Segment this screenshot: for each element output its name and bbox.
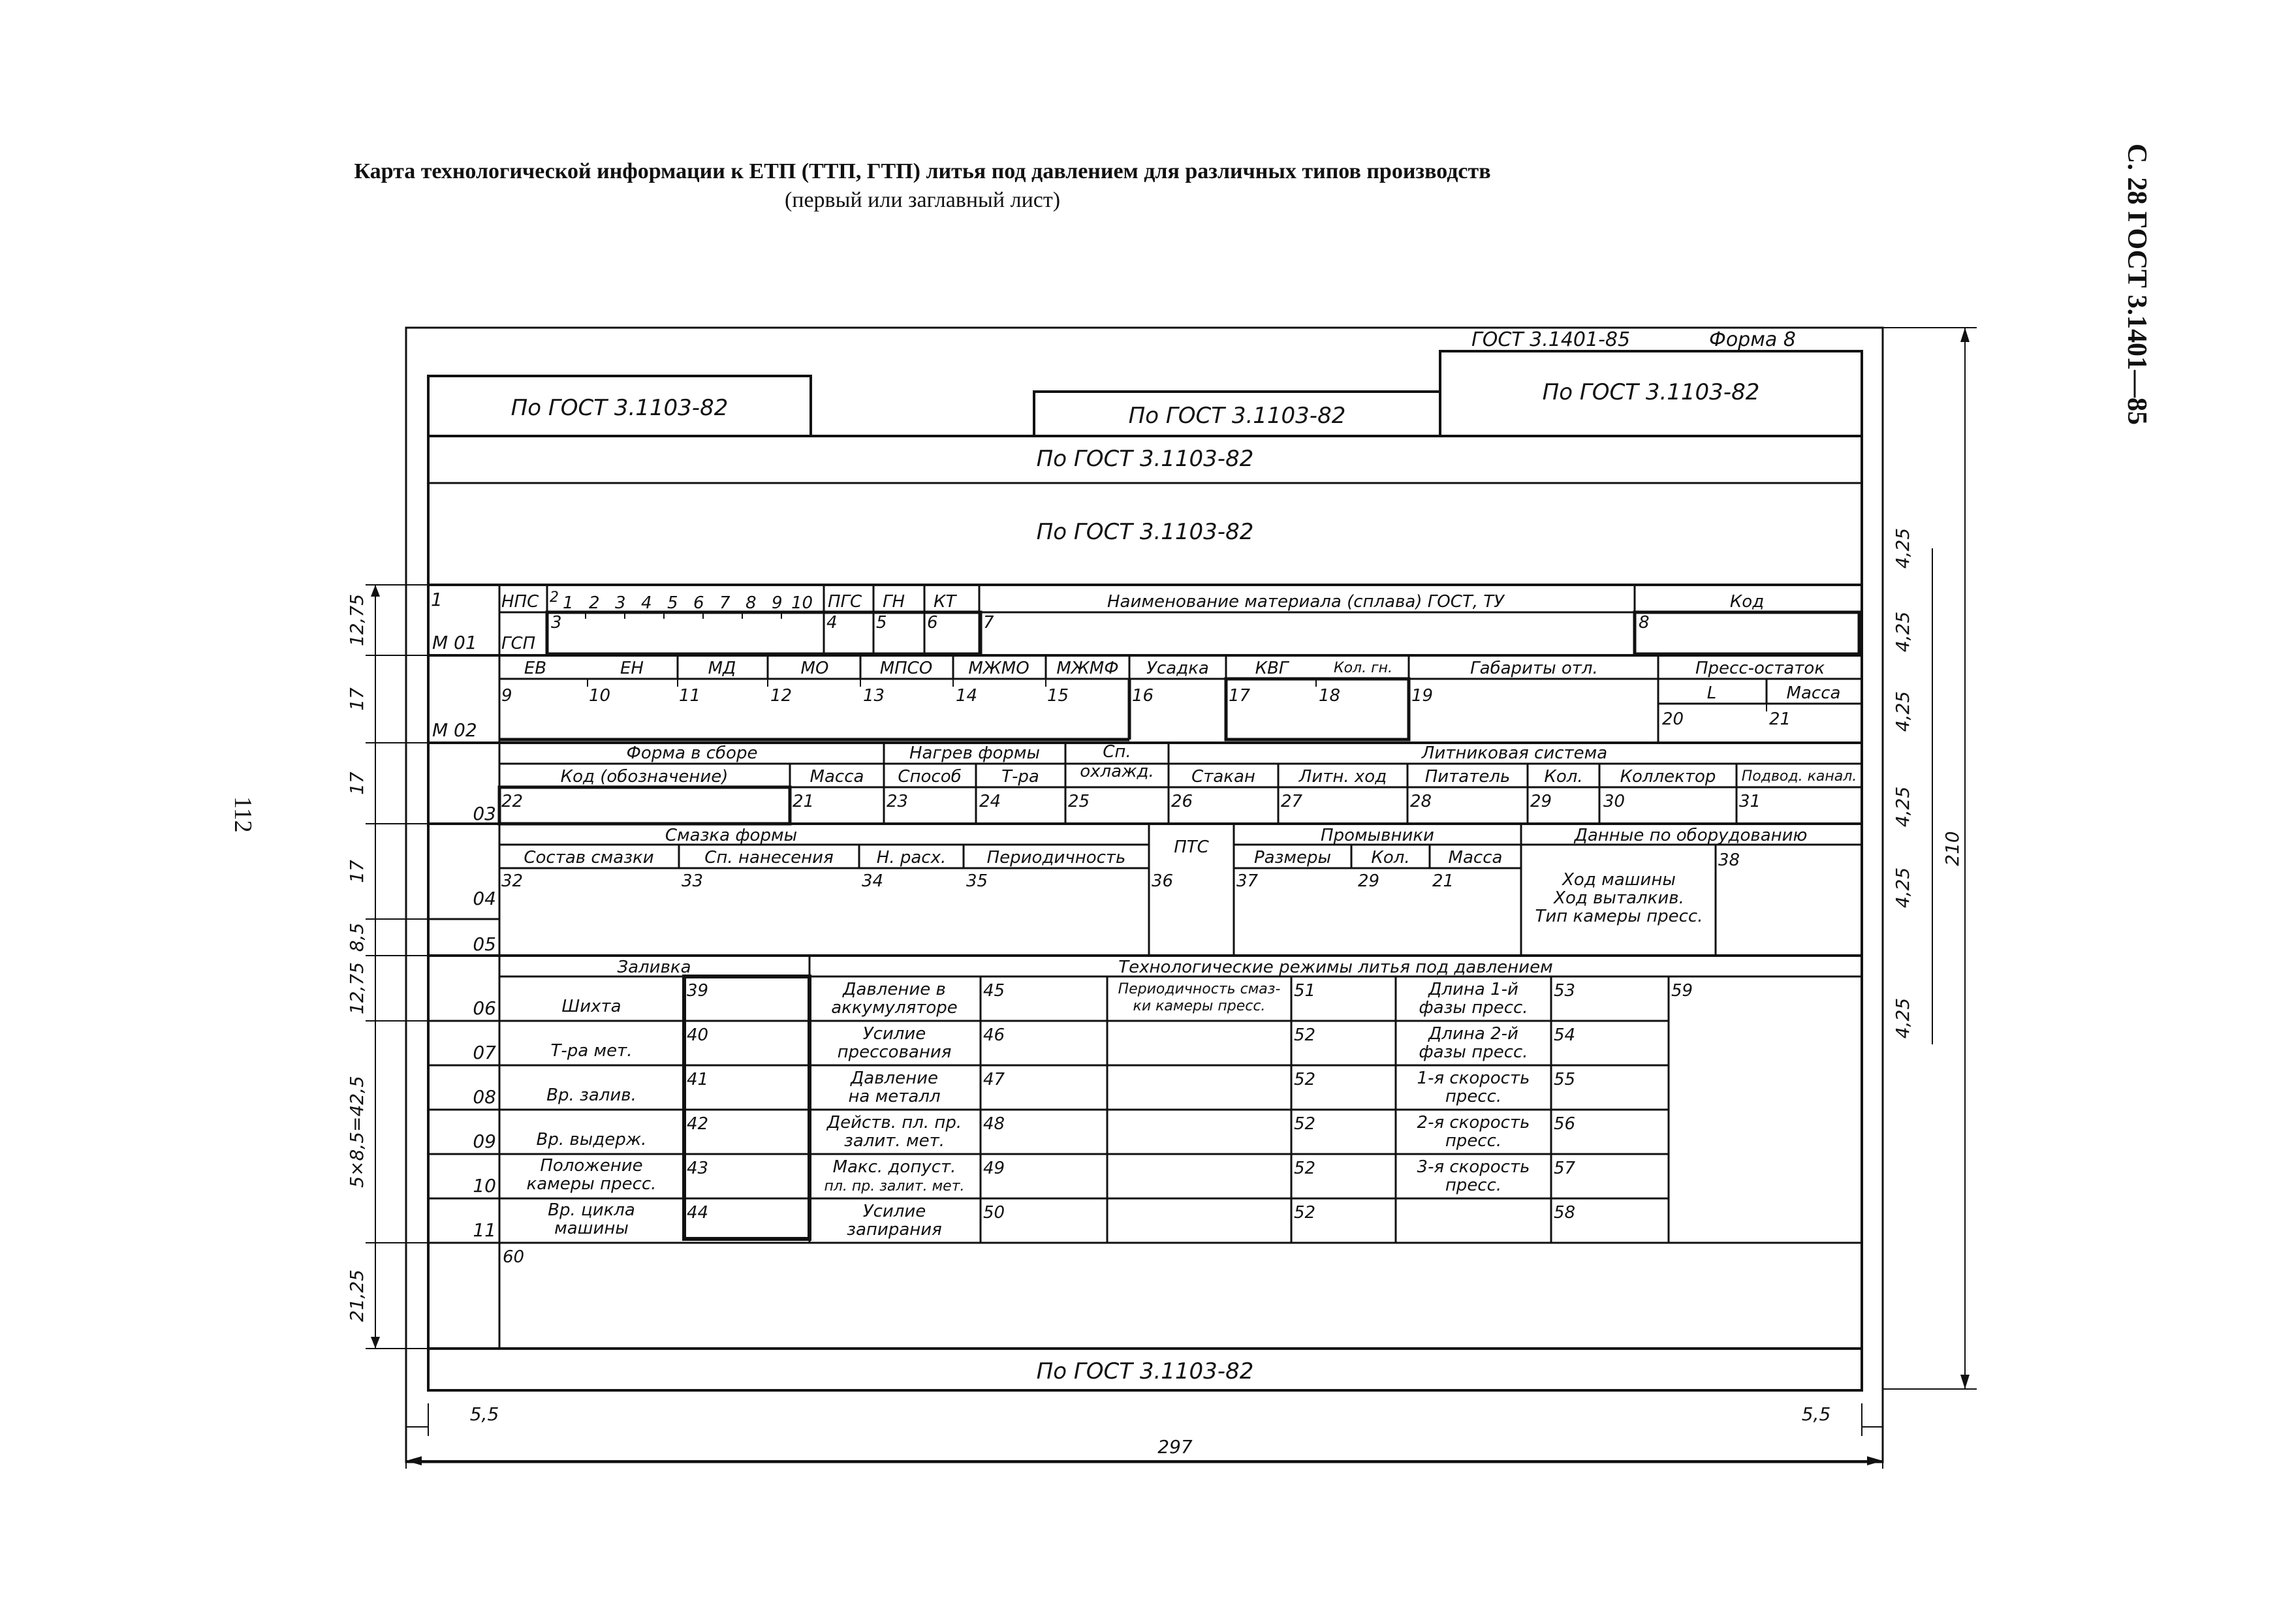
dim-right: 4,25 <box>1892 611 1913 653</box>
col2-text: Усилие <box>862 1024 926 1044</box>
m02-header: МПСО <box>879 659 933 678</box>
cell-num: 56 <box>1554 1114 1576 1134</box>
dim-right: 4,25 <box>1892 786 1913 828</box>
dim-left: 5×8,5=42,5 <box>346 1076 368 1188</box>
row-code-m01: М 01 <box>432 632 477 653</box>
cell-num: 41 <box>687 1070 709 1089</box>
cell-num: 40 <box>687 1025 709 1045</box>
razmery-label: Размеры <box>1253 848 1332 867</box>
row-code-09: 09 <box>473 1131 496 1152</box>
row-code-m02: М 02 <box>432 719 477 741</box>
stamp-ref-4: По ГОСТ 3.1103-82 <box>1036 446 1254 472</box>
col1-text: Вр. цикла <box>548 1200 635 1220</box>
promyv-label: Промывники <box>1321 826 1434 845</box>
form-number: Форма 8 <box>1709 328 1796 351</box>
cell-num-59: 59 <box>1671 981 1693 1001</box>
sposob-label: Способ <box>898 767 962 787</box>
form-header-texts <box>511 328 1796 1384</box>
dim-margin-left: 5,5 <box>469 1403 499 1425</box>
col3-text: ки камеры пресс. <box>1133 998 1266 1014</box>
m02-header: ЕН <box>620 659 644 678</box>
r04-texts <box>501 826 1807 926</box>
nagrev-label: Нагрев формы <box>909 743 1041 763</box>
col4-text: фазы пресс. <box>1419 1042 1528 1062</box>
m02-header: ЕВ <box>524 659 547 678</box>
col2-text: прессования <box>837 1042 952 1062</box>
m02-header: КВГ <box>1255 659 1289 678</box>
m01-texts <box>501 589 1764 653</box>
cell-num: 24 <box>979 792 1001 811</box>
cell-num: 46 <box>983 1025 1005 1045</box>
smazka-label: Смазка формы <box>665 826 798 845</box>
cell-num: 21 <box>1432 871 1454 891</box>
m02-header: Пресс-остаток <box>1695 659 1825 678</box>
dim-margin-right: 5,5 <box>1801 1403 1831 1425</box>
tra-label: Т-ра <box>1001 767 1039 787</box>
document-title: Карта технологической информации к ЕТП (ТТП, ГТП) литья под давлением для различных типов производств <box>354 159 1491 183</box>
digit-3: 3 <box>615 593 626 613</box>
dim-right: 4,25 <box>1892 527 1913 569</box>
digit-6: 6 <box>693 593 704 613</box>
col4-text: пресс. <box>1445 1176 1502 1195</box>
cell-num: 58 <box>1554 1203 1576 1223</box>
cell-num-7: 7 <box>983 613 994 632</box>
podvod-label: Подвод. канал. <box>1741 768 1857 785</box>
dim-right: 4,25 <box>1892 691 1913 732</box>
tip-kam-label: Тип камеры пресс. <box>1535 907 1703 926</box>
L-label: L <box>1706 683 1717 703</box>
stamp-ref-6: По ГОСТ 3.1103-82 <box>1036 1358 1254 1384</box>
gn-label: ГН <box>883 592 905 612</box>
gsp-label: ГСП <box>501 634 536 653</box>
hod-mash-label: Ход машины <box>1562 870 1676 890</box>
massa-label: Масса <box>1448 848 1503 867</box>
digit-2: 2 <box>589 593 600 613</box>
lit-sys-label: Литниковая система <box>1421 743 1608 763</box>
cell-num: 22 <box>501 792 524 811</box>
cell-num: 21 <box>793 792 815 811</box>
stakan-label: Стакан <box>1191 767 1255 787</box>
col4-text: пресс. <box>1445 1087 1502 1106</box>
cell-num: 29 <box>1358 871 1380 891</box>
cell-num-5: 5 <box>876 613 887 632</box>
cell-num: 13 <box>863 686 885 706</box>
dimension-lines <box>366 328 1977 1469</box>
row-codes <box>431 589 496 1241</box>
col2-text: Макс. допуст. <box>832 1157 956 1177</box>
lit-hod-label: Литн. ход <box>1298 767 1387 787</box>
dimension-arrows <box>371 328 1970 1465</box>
cell-num: 23 <box>887 792 909 811</box>
col4-text: 3-я скорость <box>1417 1157 1530 1177</box>
n-rash-label: Н. расх. <box>876 848 947 867</box>
cell-num: 52 <box>1294 1203 1316 1223</box>
cell-num: 55 <box>1554 1070 1576 1089</box>
dim-width: 297 <box>1157 1436 1193 1458</box>
row-code-08: 08 <box>473 1086 496 1108</box>
row-code-11: 11 <box>473 1219 496 1241</box>
cell-num: 33 <box>682 871 704 891</box>
stamp-ref-2: По ГОСТ 3.1103-82 <box>1128 403 1346 429</box>
col1-text: камеры пресс. <box>526 1174 657 1194</box>
document-subtitle: (первый или заглавный лист) <box>784 188 1061 212</box>
kol-label: Кол. <box>1544 767 1583 787</box>
cell-num: 36 <box>1152 871 1174 891</box>
digit-5: 5 <box>667 593 678 613</box>
cell-num: 20 <box>1662 710 1684 729</box>
cell-num: 28 <box>1410 792 1432 811</box>
cell-num: 52 <box>1294 1070 1316 1089</box>
dim-left: 12,75 <box>346 593 368 647</box>
cell-num-3: 3 <box>551 613 562 632</box>
cell-num: 34 <box>862 871 884 891</box>
stamp-ref-3: По ГОСТ 3.1103-82 <box>1542 379 1760 405</box>
nps-label: НПС <box>501 592 539 612</box>
dim-left: 8,5 <box>346 922 368 952</box>
row-code-06: 06 <box>473 997 496 1019</box>
cell-num: 10 <box>589 686 611 706</box>
dim-left: 12,75 <box>346 961 368 1015</box>
cell-num: 19 <box>1411 686 1434 706</box>
period-label: Периодичность <box>986 848 1126 867</box>
row-code-07: 07 <box>473 1042 496 1063</box>
cell-num: 26 <box>1171 792 1193 811</box>
kt-label: КТ <box>934 592 956 612</box>
cell-num: 47 <box>983 1070 1005 1089</box>
col2-text: Усилие <box>862 1202 926 1221</box>
sp-label: Сп. <box>1103 742 1131 762</box>
dim-left: 17 <box>346 772 368 795</box>
row-code-1: 1 <box>431 589 443 610</box>
cell-num: 54 <box>1554 1025 1576 1045</box>
cell-num: 27 <box>1281 792 1303 811</box>
cell-num: 12 <box>770 686 793 706</box>
page-reference: С. 28 ГОСТ 3.1401—85 <box>2122 144 2152 426</box>
cell-num: 17 <box>1229 686 1251 706</box>
form-standard: ГОСТ 3.1401-85 <box>1471 328 1631 351</box>
cell-num: 35 <box>966 871 988 891</box>
cell-num: 9 <box>501 686 512 706</box>
massa-label: Масса <box>809 767 864 787</box>
cell-num: 37 <box>1236 871 1259 891</box>
digit-10: 10 <box>791 593 813 613</box>
pgs-label: ПГС <box>828 592 862 612</box>
cell-num-2: 2 <box>550 589 559 606</box>
row-code-04: 04 <box>473 888 496 909</box>
dim-left: 17 <box>346 860 368 883</box>
m02-header: Усадка <box>1146 659 1209 678</box>
cell-num: 43 <box>687 1159 709 1178</box>
zalivka-label: Заливка <box>617 958 691 977</box>
digit-8: 8 <box>746 593 757 613</box>
cell-num: 38 <box>1718 851 1740 870</box>
cell-num: 14 <box>956 686 978 706</box>
massa-label: Масса <box>1786 683 1841 703</box>
col2-text: Действ. пл. пр. <box>826 1113 962 1132</box>
dim-left: 17 <box>346 687 368 711</box>
kol-label: Кол. <box>1371 848 1410 867</box>
hod-vyt-label: Ход выталкив. <box>1554 888 1684 908</box>
col4-text: 1-я скорость <box>1417 1069 1530 1088</box>
col1-text: Вр. залив. <box>546 1085 636 1105</box>
col1-text: Шихта <box>561 997 621 1016</box>
col2-text: пл. пр. залит. мет. <box>824 1178 965 1195</box>
material-label: Наименование материала (сплава) ГОСТ, ТУ <box>1107 592 1505 612</box>
ohlazhd-label: охлажд. <box>1080 762 1154 781</box>
col2-text: Давление в <box>843 980 946 999</box>
col4-text: Длина 2-й <box>1428 1024 1518 1044</box>
cell-num: 15 <box>1047 686 1069 706</box>
m02-header: Габариты отл. <box>1470 659 1598 678</box>
dim-height: 210 <box>1941 831 1963 866</box>
tech-label: Технологические режимы литья под давлением <box>1118 958 1553 977</box>
cell-num: 29 <box>1530 792 1552 811</box>
cell-num: 18 <box>1319 686 1341 706</box>
col4-text: пресс. <box>1445 1131 1502 1151</box>
col1-text: Положение <box>540 1156 643 1176</box>
kod-label: Код (обозначение) <box>560 767 729 787</box>
cell-num: 52 <box>1294 1159 1316 1178</box>
m02-texts <box>501 659 1840 729</box>
col2-text: аккумуляторе <box>831 998 958 1018</box>
col2-text: на металл <box>848 1087 941 1106</box>
kollektor-label: Коллектор <box>1620 767 1716 787</box>
col2-text: Давление <box>850 1069 939 1088</box>
dim-left: 21,25 <box>346 1269 368 1322</box>
m02-header: МЖМФ <box>1056 659 1119 678</box>
cell-num: 52 <box>1294 1114 1316 1134</box>
m02-header: МД <box>708 659 736 678</box>
cell-num: 44 <box>687 1203 709 1223</box>
r03-texts <box>501 742 1857 811</box>
row-code-10: 10 <box>473 1175 496 1196</box>
cell-num: 25 <box>1068 792 1090 811</box>
digit-7: 7 <box>719 593 731 613</box>
cell-num: 53 <box>1554 981 1576 1001</box>
kod-label: Код <box>1729 592 1765 612</box>
cell-num: 45 <box>983 981 1005 1001</box>
cell-num: 50 <box>983 1203 1005 1223</box>
page-number: 112 <box>229 796 257 833</box>
col1-text: машины <box>554 1219 629 1238</box>
stamp-ref-5: По ГОСТ 3.1103-82 <box>1036 519 1254 545</box>
col1-text: Вр. выдерж. <box>536 1130 647 1149</box>
cell-num: 16 <box>1132 686 1154 706</box>
cell-num: 39 <box>687 981 709 1001</box>
cell-num: 32 <box>501 871 524 891</box>
digit-9: 9 <box>772 593 783 613</box>
cell-num-6: 6 <box>927 613 938 632</box>
col2-text: залит. мет. <box>844 1131 945 1151</box>
col4-text: фазы пресс. <box>1419 998 1528 1018</box>
cell-num-4: 4 <box>826 613 838 632</box>
row-code-03: 03 <box>473 803 496 824</box>
cell-num: 42 <box>687 1114 709 1134</box>
zalivka-texts <box>503 958 1693 1267</box>
cell-num: 31 <box>1739 792 1761 811</box>
cell-num-8: 8 <box>1639 613 1650 632</box>
cell-num: 52 <box>1294 1025 1316 1045</box>
dim-right: 4,25 <box>1892 997 1913 1039</box>
row-code-05: 05 <box>473 933 496 955</box>
cell-num: 30 <box>1603 792 1626 811</box>
m02-header: МЖМО <box>968 659 1029 678</box>
pts-label: ПТС <box>1174 837 1209 857</box>
col4-text: 2-я скорость <box>1417 1113 1530 1132</box>
forma-label: Форма в сборе <box>626 743 758 763</box>
col2-text: запирания <box>847 1220 942 1240</box>
pitatel-label: Питатель <box>1424 767 1511 787</box>
cell-num: 57 <box>1554 1159 1576 1178</box>
cell-num-60: 60 <box>503 1247 525 1267</box>
cell-num: 49 <box>983 1159 1005 1178</box>
dannye-label: Данные по оборудованию <box>1574 826 1808 845</box>
col1-text: Т-ра мет. <box>550 1041 633 1061</box>
sp-nan-label: Сп. нанесения <box>704 848 834 867</box>
col3-text: Периодичность смаз- <box>1118 981 1281 997</box>
cell-num: 21 <box>1769 710 1791 729</box>
m02-header: Кол. гн. <box>1333 660 1393 676</box>
col4-text: Длина 1-й <box>1428 980 1518 999</box>
sostav-label: Состав смазки <box>524 848 654 867</box>
digit-1: 1 <box>563 593 574 613</box>
m02-header: МО <box>800 659 829 678</box>
digit-4: 4 <box>641 593 652 613</box>
stamp-ref-1: По ГОСТ 3.1103-82 <box>511 395 729 421</box>
cell-num: 48 <box>983 1114 1005 1134</box>
cell-num: 51 <box>1294 981 1316 1001</box>
dim-right: 4,25 <box>1892 867 1913 909</box>
cell-num: 11 <box>679 686 701 706</box>
